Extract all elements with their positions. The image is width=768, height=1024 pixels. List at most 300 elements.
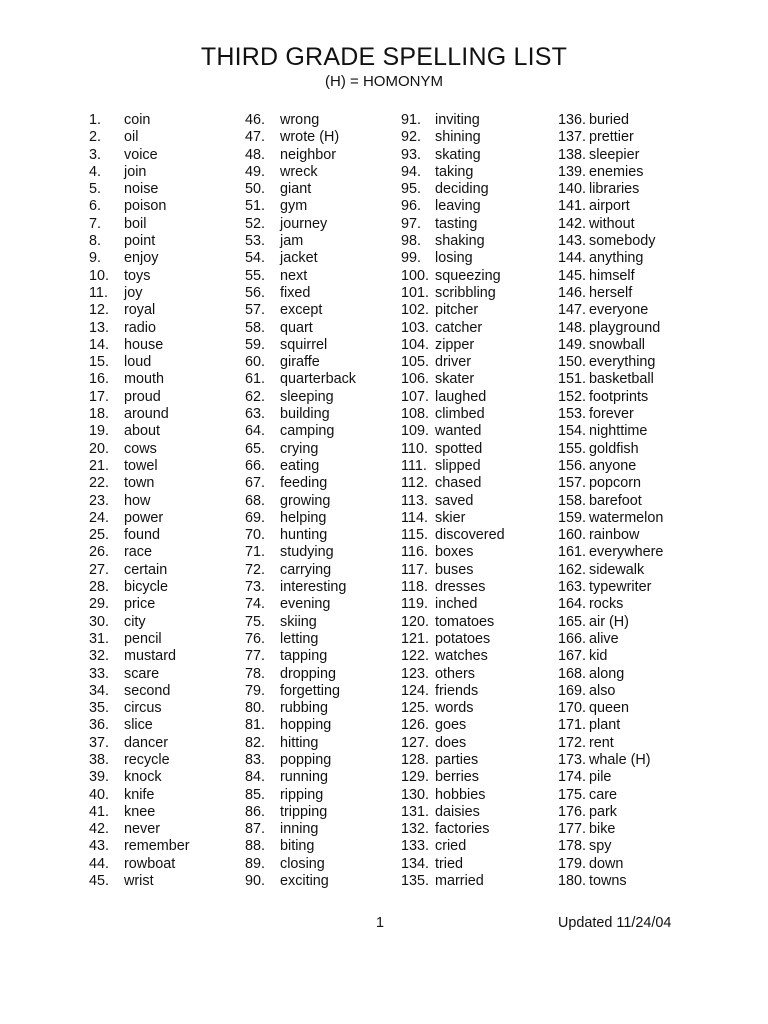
list-item bbox=[89, 527, 245, 544]
item-word: quarterback bbox=[280, 371, 356, 388]
item-word: quart bbox=[280, 319, 313, 336]
item-word: jacket bbox=[280, 250, 318, 267]
item-number: 30. bbox=[89, 613, 110, 630]
list-item bbox=[245, 475, 401, 492]
item-number: 29. bbox=[89, 596, 110, 613]
item-word: rowboat bbox=[124, 855, 176, 872]
item-number: 74. bbox=[245, 596, 266, 613]
item-number: 88. bbox=[245, 838, 266, 855]
item-number: 84. bbox=[245, 769, 266, 786]
item-word: second bbox=[124, 682, 171, 699]
item-number: 38. bbox=[89, 751, 110, 768]
item-number: 115. bbox=[401, 527, 428, 544]
item-number: 76. bbox=[245, 630, 266, 647]
item-number: 117. bbox=[401, 561, 428, 578]
item-word: pencil bbox=[124, 630, 162, 647]
list-item bbox=[89, 147, 245, 164]
item-word: whale (H) bbox=[589, 751, 651, 768]
item-word: everything bbox=[589, 354, 656, 371]
list-item bbox=[245, 198, 401, 215]
item-number: 52. bbox=[245, 215, 266, 232]
item-word: pitcher bbox=[435, 302, 479, 319]
list-item bbox=[245, 579, 401, 596]
item-number: 49. bbox=[245, 163, 266, 180]
item-word: cried bbox=[435, 838, 467, 855]
item-word: around bbox=[124, 406, 169, 423]
item-word: race bbox=[124, 544, 152, 561]
list-item bbox=[89, 302, 245, 319]
item-number: 159. bbox=[558, 509, 587, 526]
list-item bbox=[558, 562, 714, 579]
item-number: 60. bbox=[245, 354, 266, 371]
list-item bbox=[245, 614, 401, 631]
item-word: popping bbox=[280, 751, 332, 768]
item-number: 56. bbox=[245, 284, 266, 301]
item-word: enemies bbox=[589, 163, 644, 180]
item-word: point bbox=[124, 233, 156, 250]
item-word: giraffe bbox=[280, 354, 320, 371]
item-word: scribbling bbox=[435, 284, 496, 301]
item-number: 89. bbox=[245, 855, 266, 872]
item-word: goldfish bbox=[589, 440, 639, 457]
item-number: 53. bbox=[245, 233, 266, 250]
item-number: 161. bbox=[558, 544, 587, 561]
item-word: basketball bbox=[589, 371, 654, 388]
list-item bbox=[558, 493, 714, 510]
list-item bbox=[89, 562, 245, 579]
list-item bbox=[558, 441, 714, 458]
item-word: zipper bbox=[435, 336, 475, 353]
item-word: power bbox=[124, 509, 164, 526]
list-item bbox=[245, 544, 401, 561]
item-word: climbed bbox=[435, 406, 485, 423]
item-word: spotted bbox=[435, 440, 483, 457]
list-item bbox=[245, 389, 401, 406]
item-word: circus bbox=[124, 700, 162, 717]
list-item bbox=[558, 838, 714, 855]
list-item bbox=[401, 873, 557, 890]
item-number: 143. bbox=[558, 233, 587, 250]
item-word: found bbox=[124, 527, 161, 544]
item-word: discovered bbox=[435, 527, 505, 544]
list-item bbox=[89, 458, 245, 475]
list-item bbox=[401, 147, 557, 164]
item-word: tried bbox=[435, 855, 463, 872]
item-number: 105. bbox=[401, 354, 430, 371]
item-word: royal bbox=[124, 302, 156, 319]
item-word: growing bbox=[280, 492, 331, 509]
list-item bbox=[89, 371, 245, 388]
item-word: camping bbox=[280, 423, 335, 440]
list-item bbox=[558, 527, 714, 544]
item-number: 151. bbox=[558, 371, 587, 388]
item-word: libraries bbox=[589, 181, 640, 198]
item-number: 132. bbox=[401, 821, 430, 838]
item-number: 149. bbox=[558, 336, 587, 353]
item-word: closing bbox=[280, 855, 325, 872]
item-number: 177. bbox=[558, 821, 587, 838]
list-item bbox=[558, 285, 714, 302]
item-word: giant bbox=[280, 181, 312, 198]
list-item bbox=[558, 787, 714, 804]
item-word: building bbox=[280, 406, 330, 423]
item-word: shining bbox=[435, 129, 481, 146]
item-word: wreck bbox=[280, 163, 318, 180]
item-word: wanted bbox=[435, 423, 482, 440]
item-number: 61. bbox=[245, 371, 266, 388]
list-item bbox=[401, 787, 557, 804]
list-item bbox=[245, 717, 401, 734]
item-number: 135. bbox=[401, 873, 430, 890]
item-word: tapping bbox=[280, 648, 328, 665]
item-word: house bbox=[124, 336, 164, 353]
list-item bbox=[245, 735, 401, 752]
item-number: 141. bbox=[558, 198, 587, 215]
item-word: rocks bbox=[589, 596, 624, 613]
list-item bbox=[558, 233, 714, 250]
list-item bbox=[401, 493, 557, 510]
item-number: 7. bbox=[89, 215, 102, 232]
list-item bbox=[89, 579, 245, 596]
list-item bbox=[401, 216, 557, 233]
list-item bbox=[89, 856, 245, 873]
item-number: 93. bbox=[401, 146, 422, 163]
list-item bbox=[558, 856, 714, 873]
list-item bbox=[89, 804, 245, 821]
item-number: 107. bbox=[401, 388, 430, 405]
list-item bbox=[89, 493, 245, 510]
item-number: 121. bbox=[401, 630, 430, 647]
item-number: 98. bbox=[401, 233, 422, 250]
item-word: driver bbox=[435, 354, 471, 371]
item-number: 28. bbox=[89, 579, 110, 596]
item-number: 157. bbox=[558, 475, 587, 492]
item-number: 27. bbox=[89, 561, 110, 578]
list-item bbox=[558, 198, 714, 215]
list-item bbox=[245, 683, 401, 700]
item-number: 4. bbox=[89, 163, 102, 180]
item-number: 116. bbox=[401, 544, 428, 561]
item-number: 153. bbox=[558, 406, 587, 423]
list-item bbox=[401, 320, 557, 337]
item-word: eating bbox=[280, 457, 320, 474]
item-word: bike bbox=[589, 821, 616, 838]
item-number: 164. bbox=[558, 596, 587, 613]
list-item bbox=[89, 596, 245, 613]
item-number: 3. bbox=[89, 146, 102, 163]
item-word: daisies bbox=[435, 803, 480, 820]
item-number: 70. bbox=[245, 527, 266, 544]
item-word: squeezing bbox=[435, 267, 501, 284]
list-item bbox=[245, 787, 401, 804]
list-item bbox=[245, 769, 401, 786]
item-word: berries bbox=[435, 769, 479, 786]
item-number: 96. bbox=[401, 198, 422, 215]
item-number: 104. bbox=[401, 336, 430, 353]
item-word: factories bbox=[435, 821, 490, 838]
item-word: hopping bbox=[280, 717, 332, 734]
item-word: boxes bbox=[435, 544, 474, 561]
item-word: fixed bbox=[280, 284, 311, 301]
item-word: skier bbox=[435, 509, 466, 526]
item-number: 42. bbox=[89, 821, 110, 838]
item-number: 33. bbox=[89, 665, 110, 682]
item-word: inched bbox=[435, 596, 478, 613]
item-word: laughed bbox=[435, 388, 487, 405]
item-word: catcher bbox=[435, 319, 483, 336]
item-word: watches bbox=[435, 648, 488, 665]
item-word: noise bbox=[124, 181, 159, 198]
item-number: 101. bbox=[401, 284, 430, 301]
list-item bbox=[401, 458, 557, 475]
list-item bbox=[89, 198, 245, 215]
item-number: 119. bbox=[401, 596, 428, 613]
item-number: 78. bbox=[245, 665, 266, 682]
list-item bbox=[401, 181, 557, 198]
item-word: feeding bbox=[280, 475, 328, 492]
list-item bbox=[245, 233, 401, 250]
item-word: dropping bbox=[280, 665, 337, 682]
list-item bbox=[245, 838, 401, 855]
item-word: parties bbox=[435, 751, 479, 768]
list-item bbox=[558, 510, 714, 527]
list-item bbox=[401, 389, 557, 406]
item-number: 166. bbox=[558, 630, 587, 647]
item-word: hunting bbox=[280, 527, 328, 544]
list-item bbox=[245, 510, 401, 527]
item-number: 14. bbox=[89, 336, 110, 353]
list-item bbox=[401, 510, 557, 527]
item-number: 124. bbox=[401, 682, 430, 699]
item-word: ripping bbox=[280, 786, 324, 803]
item-number: 9. bbox=[89, 250, 102, 267]
list-item bbox=[89, 181, 245, 198]
list-item bbox=[401, 302, 557, 319]
item-number: 35. bbox=[89, 700, 110, 717]
list-item bbox=[558, 216, 714, 233]
item-word: except bbox=[280, 302, 323, 319]
item-word: towel bbox=[124, 457, 158, 474]
item-word: sidewalk bbox=[589, 561, 645, 578]
list-item bbox=[245, 562, 401, 579]
list-item bbox=[245, 873, 401, 890]
item-word: towns bbox=[589, 873, 627, 890]
item-word: toys bbox=[124, 267, 151, 284]
item-word: others bbox=[435, 665, 475, 682]
list-item bbox=[245, 821, 401, 838]
item-word: everywhere bbox=[589, 544, 664, 561]
item-number: 103. bbox=[401, 319, 430, 336]
item-word: forgetting bbox=[280, 682, 341, 699]
item-word: voice bbox=[124, 146, 158, 163]
item-number: 25. bbox=[89, 527, 110, 544]
list-item bbox=[401, 441, 557, 458]
item-number: 10. bbox=[89, 267, 110, 284]
item-word: park bbox=[589, 803, 617, 820]
item-word: joy bbox=[124, 284, 143, 301]
item-number: 34. bbox=[89, 682, 110, 699]
list-item bbox=[89, 544, 245, 561]
item-number: 90. bbox=[245, 873, 266, 890]
item-word: poison bbox=[124, 198, 167, 215]
list-item bbox=[89, 475, 245, 492]
item-number: 160. bbox=[558, 527, 587, 544]
list-item bbox=[401, 562, 557, 579]
item-number: 68. bbox=[245, 492, 266, 509]
item-number: 11. bbox=[89, 284, 108, 301]
item-number: 63. bbox=[245, 406, 266, 423]
item-number: 66. bbox=[245, 457, 266, 474]
item-word: rent bbox=[589, 734, 614, 751]
item-number: 152. bbox=[558, 388, 587, 405]
list-item bbox=[558, 579, 714, 596]
item-word: alive bbox=[589, 630, 619, 647]
item-number: 65. bbox=[245, 440, 266, 457]
list-item bbox=[245, 147, 401, 164]
item-word: running bbox=[280, 769, 329, 786]
list-item bbox=[558, 147, 714, 164]
item-number: 102. bbox=[401, 302, 430, 319]
item-word: down bbox=[589, 855, 624, 872]
item-word: prettier bbox=[589, 129, 634, 146]
item-word: slice bbox=[124, 717, 153, 734]
list-item bbox=[401, 233, 557, 250]
item-number: 109. bbox=[401, 423, 430, 440]
item-word: oil bbox=[124, 129, 139, 146]
item-word: next bbox=[280, 267, 308, 284]
item-word: tasting bbox=[435, 215, 478, 232]
list-item bbox=[89, 614, 245, 631]
list-item bbox=[401, 129, 557, 146]
list-item bbox=[558, 596, 714, 613]
list-item bbox=[401, 406, 557, 423]
item-number: 179. bbox=[558, 855, 587, 872]
item-number: 54. bbox=[245, 250, 266, 267]
item-word: nighttime bbox=[589, 423, 648, 440]
item-number: 64. bbox=[245, 423, 266, 440]
item-word: wrong bbox=[280, 112, 320, 128]
item-number: 126. bbox=[401, 717, 430, 734]
item-number: 130. bbox=[401, 786, 430, 803]
list-item bbox=[558, 250, 714, 267]
item-number: 87. bbox=[245, 821, 266, 838]
list-item bbox=[558, 873, 714, 890]
item-number: 92. bbox=[401, 129, 422, 146]
item-number: 82. bbox=[245, 734, 266, 751]
list-item bbox=[89, 666, 245, 683]
item-number: 108. bbox=[401, 406, 430, 423]
item-word: himself bbox=[589, 267, 635, 284]
list-item bbox=[245, 493, 401, 510]
list-item bbox=[245, 250, 401, 267]
item-number: 21. bbox=[89, 457, 110, 474]
spelling-column-1 bbox=[89, 112, 245, 890]
list-item bbox=[401, 354, 557, 371]
item-word: care bbox=[589, 786, 617, 803]
list-item bbox=[558, 666, 714, 683]
item-number: 150. bbox=[558, 354, 587, 371]
list-item bbox=[245, 631, 401, 648]
list-item bbox=[558, 423, 714, 440]
spelling-column-4 bbox=[558, 112, 714, 890]
item-number: 95. bbox=[401, 181, 422, 198]
item-number: 176. bbox=[558, 803, 587, 820]
item-word: carrying bbox=[280, 561, 332, 578]
item-word: about bbox=[124, 423, 161, 440]
item-number: 170. bbox=[558, 700, 587, 717]
item-number: 140. bbox=[558, 181, 587, 198]
list-item bbox=[401, 337, 557, 354]
list-item bbox=[89, 423, 245, 440]
item-number: 19. bbox=[89, 423, 110, 440]
item-number: 2. bbox=[89, 129, 102, 146]
list-item bbox=[558, 631, 714, 648]
list-item bbox=[89, 700, 245, 717]
item-number: 169. bbox=[558, 682, 587, 699]
item-word: buses bbox=[435, 561, 474, 578]
item-word: journey bbox=[280, 215, 328, 232]
item-word: somebody bbox=[589, 233, 656, 250]
item-number: 44. bbox=[89, 855, 110, 872]
item-word: mouth bbox=[124, 371, 164, 388]
item-number: 24. bbox=[89, 509, 110, 526]
item-number: 48. bbox=[245, 146, 266, 163]
item-number: 137. bbox=[558, 129, 587, 146]
item-number: 81. bbox=[245, 717, 266, 734]
item-number: 22. bbox=[89, 475, 110, 492]
item-word: watermelon bbox=[589, 509, 664, 526]
list-item bbox=[401, 804, 557, 821]
list-item bbox=[245, 804, 401, 821]
item-number: 111. bbox=[401, 457, 427, 474]
list-item bbox=[401, 579, 557, 596]
list-item bbox=[89, 873, 245, 890]
item-number: 114. bbox=[401, 509, 428, 526]
updated-date: Updated 11/24/04 bbox=[558, 915, 672, 931]
item-number: 62. bbox=[245, 388, 266, 405]
list-item bbox=[245, 129, 401, 146]
item-number: 31. bbox=[89, 630, 110, 647]
list-item bbox=[401, 250, 557, 267]
list-item bbox=[401, 544, 557, 561]
item-number: 147. bbox=[558, 302, 587, 319]
item-word: snowball bbox=[589, 336, 645, 353]
spelling-column-3 bbox=[401, 112, 557, 890]
list-item bbox=[89, 268, 245, 285]
item-number: 144. bbox=[558, 250, 587, 267]
list-item bbox=[89, 250, 245, 267]
list-item bbox=[89, 821, 245, 838]
item-number: 154. bbox=[558, 423, 587, 440]
item-word: forever bbox=[589, 406, 634, 423]
list-item bbox=[89, 216, 245, 233]
list-item bbox=[558, 683, 714, 700]
item-word: potatoes bbox=[435, 630, 491, 647]
item-number: 50. bbox=[245, 181, 266, 198]
item-word: recycle bbox=[124, 751, 170, 768]
list-item bbox=[558, 268, 714, 285]
list-item bbox=[245, 285, 401, 302]
list-item bbox=[401, 527, 557, 544]
item-number: 85. bbox=[245, 786, 266, 803]
item-number: 6. bbox=[89, 198, 102, 215]
item-number: 55. bbox=[245, 267, 266, 284]
item-number: 167. bbox=[558, 648, 587, 665]
item-number: 32. bbox=[89, 648, 110, 665]
item-word: friends bbox=[435, 682, 479, 699]
list-item bbox=[558, 389, 714, 406]
item-word: chased bbox=[435, 475, 482, 492]
